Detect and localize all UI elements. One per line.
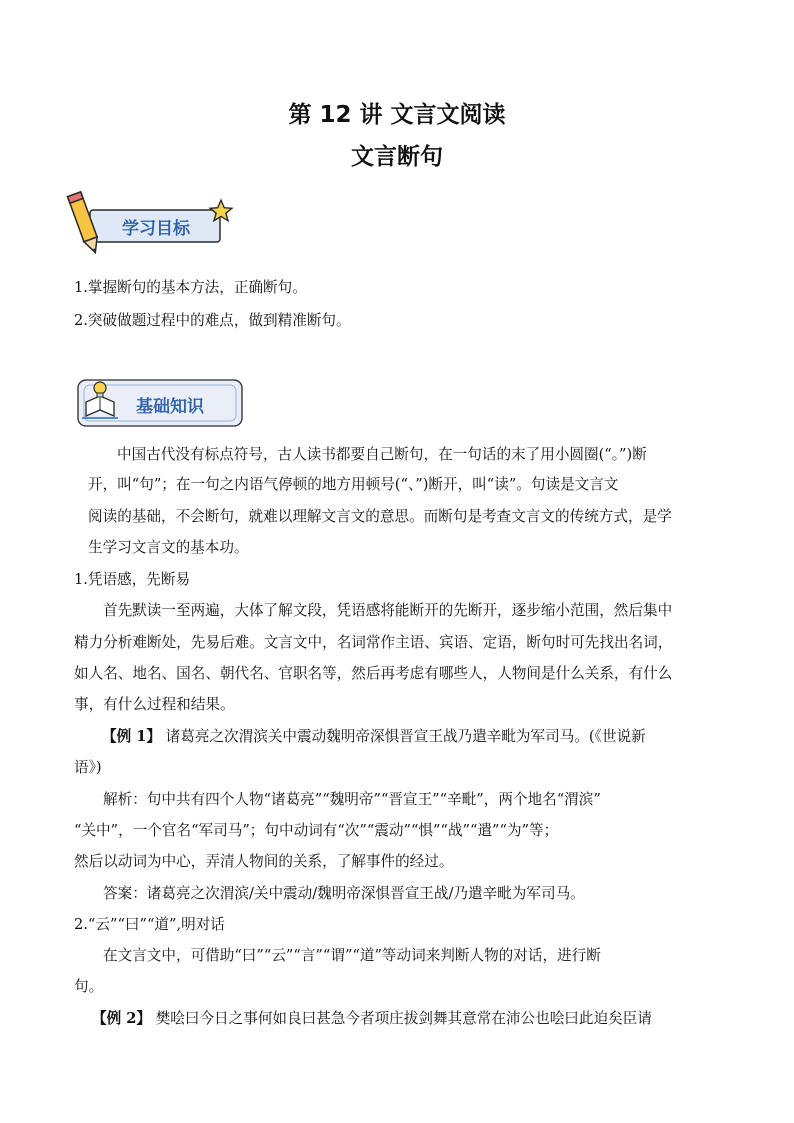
example-line: [102, 727, 646, 747]
section-heading: 1.凭语感，先断易: [74, 571, 191, 588]
intro-line: 阅读的基础，不会断句，就难以理解文言文的意思。而断句是考查文言文的传统方式，是学: [88, 508, 672, 525]
analysis-line: 解析：句中共有四个人物“诸葛亮”“魏明帝”“晋宣王”“辛毗”，两个地名“渭滨”: [103, 791, 601, 808]
paragraph-line: 事，有什么过程和结果。: [74, 696, 235, 713]
analysis-line: “关中”，一个官名“军司马”；句中动词有“次”“震动”“惧”“战”“遣”“为”等；: [74, 822, 559, 839]
goals-badge: [66, 188, 236, 260]
analysis-line: 然后以动词为中心，弄清人物间的关系，了解事件的经过。: [74, 853, 454, 870]
lightbulb-icon: [90, 380, 110, 402]
basics-label: 基础知识: [136, 397, 204, 417]
example-text: 诸葛亮之次渭滨关中震动魏明帝深惧晋宣王战乃遣辛毗为军司马。(《世说新: [161, 728, 646, 745]
answer-line: 答案：诸葛亮之次渭滨/关中震动/魏明帝深惧晋宣王战/乃遣辛毗为军司马。: [103, 885, 585, 902]
intro-line: 开，叫“句”；在一句之内语气停顿的地方用顿号(“、”)断开，叫“读”。句读是文言文: [88, 476, 619, 493]
example-tag: 【例 2】: [92, 1010, 152, 1027]
paragraph-line: 如人名、地名、国名、朝代名、官职名等，然后再考虑有哪些人，人物间是什么关系，有什么: [74, 665, 673, 682]
paragraph-line: 首先默读一至两遍，大体了解文段，凭语感将能断开的先断开，逐步缩小范围，然后集中: [103, 602, 673, 619]
intro-line: 生学习文言文的基本功。: [88, 539, 249, 556]
goal-item: 1.掌握断句的基本方法，正确断句。: [74, 279, 307, 296]
section-heading: 2.“云”“曰”“道”,明对话: [74, 916, 225, 933]
intro-line: 中国古代没有标点符号，古人读书都要自己断句，在一句话的末了用小圆圈(“。”)断: [117, 446, 647, 463]
paragraph-line: 句。: [74, 978, 104, 995]
page-title: 第 12 讲 文言文阅读: [288, 102, 506, 128]
goals-label: 学习目标: [122, 219, 190, 239]
paragraph-line: 在文言文中，可借助“曰”“云”“言”“谓”“道”等动词来判断人物的对话，进行断: [103, 947, 601, 964]
page-subtitle: 文言断句: [351, 144, 443, 170]
paragraph-line: 精力分析难断处，先易后难。文言文中，名词常作主语、宾语、定语，断句时可先找出名词，: [74, 634, 673, 651]
goal-item: 2.突破做题过程中的难点，做到精准断句。: [74, 312, 351, 329]
example-tag: 【例 1】: [102, 728, 162, 745]
example-line: 语》): [74, 759, 102, 776]
basics-badge: [76, 378, 246, 430]
star-icon: [208, 198, 234, 224]
example-text: 樊哙曰今日之事何如良曰甚急今者项庄拔剑舞其意常在沛公也哙曰此迫矣臣请: [151, 1010, 652, 1027]
example-line: [92, 1009, 652, 1029]
